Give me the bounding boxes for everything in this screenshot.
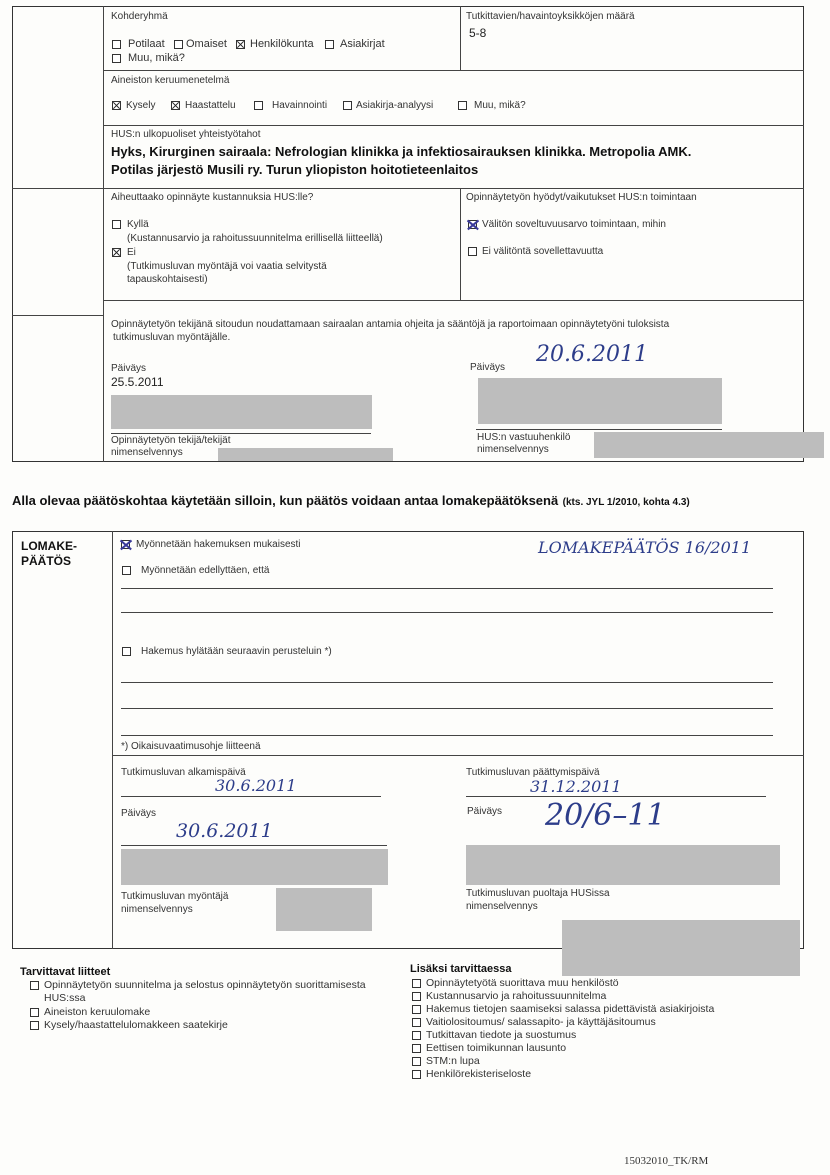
liite-label-3: Kysely/haastattelulomakkeen saatekirje (44, 1019, 228, 1031)
muu-aineisto-checkbox[interactable] (458, 101, 467, 110)
lisa-checkbox-6[interactable] (412, 1044, 421, 1053)
ei-valitonta-label: Ei välitöntä sovellettavuutta (482, 246, 604, 257)
signature-line-left (111, 433, 371, 434)
paivays-left-value: 25.5.2011 (111, 375, 164, 389)
decision-title-1: LOMAKE- (21, 539, 77, 553)
puoltaja-name-redacted (562, 920, 800, 976)
ei-note-1: (Tutkimusluvan myöntäjä voi vaatia selvitystä (127, 261, 327, 272)
tekija-name-redacted (218, 448, 393, 461)
tekija-nimenselvennys: nimenselvennys (111, 447, 183, 458)
kysely-checkbox[interactable] (112, 101, 121, 110)
havainnointi-checkbox[interactable] (254, 101, 263, 110)
hyodyt-label: Opinnäytetyön hyödyt/vaikutukset HUS:n toimintaan (466, 192, 697, 203)
tutkittavat-value: 5-8 (469, 26, 487, 40)
decision-heading-ref: (kts. JYL 1/2010, kohta 4.3) (562, 497, 690, 508)
omaiset-label: Omaiset (186, 38, 227, 50)
liite-checkbox-2[interactable] (30, 1008, 39, 1017)
decision-paivays-left-label: Päiväys (121, 808, 157, 819)
row-divider-4 (103, 300, 804, 301)
tutkittavat-label: Tutkittavien/havaintoyksikköjen määrä (466, 11, 635, 22)
alkamis-line (121, 796, 381, 797)
valiton-checkbox[interactable] (468, 220, 477, 229)
split-divider-1 (460, 6, 461, 70)
myonnetaan-checkbox[interactable] (121, 540, 130, 549)
ei-checkbox[interactable] (112, 248, 121, 257)
left-column-divider (103, 6, 104, 462)
asiakirja-analyysi-checkbox[interactable] (343, 101, 352, 110)
lisa-label-5: Tutkittavan tiedote ja suostumus (426, 1029, 577, 1041)
lisa-label-7: STM:n lupa (426, 1055, 480, 1067)
decision-title-2: PÄÄTÖS (21, 554, 72, 568)
yhteistyo-line-2: Potilas järjestö Musili ry. Turun yliopiston hoitotieteenlaitos (111, 162, 479, 177)
muu-aineisto-label: Muu, mikä? (474, 100, 526, 111)
signature-redacted-left (111, 395, 372, 429)
omaiset-checkbox[interactable] (174, 40, 183, 49)
lisa-label-3: Hakemus tietojen saamiseksi salassa pidettävistä asiakirjoista (426, 1003, 715, 1015)
lisa-label-2: Kustannusarvio ja rahoitussuunnitelma (426, 990, 607, 1002)
paattymis-label: Tutkimusluvan päättymispäivä (466, 767, 600, 778)
muu-kohderyhma-label: Muu, mikä? (128, 52, 185, 64)
vastuuhenkilo-name-redacted (594, 432, 824, 458)
henkilokunta-label: Henkilökunta (250, 38, 314, 50)
sitoudun-text-1: Opinnäytetyön tekijänä sitoudun noudattamaan sairaalan antamia ohjeita ja sääntöjä ja raportoimaan opinnäytetyöni tuloksista (111, 319, 670, 330)
vastuuhenkilo-label: HUS:n vastuuhenkilö (477, 432, 571, 443)
asiakirjat-checkbox[interactable] (325, 40, 334, 49)
liite-label-1b: HUS:ssa (44, 992, 86, 1004)
puoltaja-nimenselvennys: nimenselvennys (466, 901, 538, 912)
row-divider-3 (12, 188, 804, 189)
signature-redacted-right (478, 378, 722, 424)
ei-label: Ei (127, 247, 136, 258)
hylataan-line-1 (121, 682, 773, 683)
kysely-label: Kysely (126, 100, 156, 111)
henkilokunta-checkbox[interactable] (236, 40, 245, 49)
liite-label-1: Opinnäytetyön suunnitelma ja selostus opinnäytetyön suorittamisesta (44, 979, 366, 991)
decision-row-divider (112, 755, 804, 756)
paivays-right-handwritten: 20.6.2011 (536, 342, 648, 367)
potilaat-checkbox[interactable] (112, 40, 121, 49)
lisa-checkbox-1[interactable] (412, 979, 421, 988)
asiakirja-analyysi-label: Asiakirja-analyysi (356, 100, 434, 111)
row-divider-1 (103, 70, 804, 71)
yhteistyo-label: HUS:n ulkopuoliset yhteistyötahot (111, 129, 261, 140)
puoltaja-signature-redacted (466, 845, 780, 885)
myontaja-signature-redacted (121, 849, 388, 885)
valiton-label: Välitön soveltuvuusarvo toimintaan, mihin (482, 219, 666, 230)
lisa-checkbox-5[interactable] (412, 1031, 421, 1040)
decision-frame (12, 531, 804, 949)
lisa-label-8: Henkilörekisteriseloste (426, 1068, 532, 1080)
muu-kohderyhma-checkbox[interactable] (112, 54, 121, 63)
split-divider-2 (460, 188, 461, 300)
ei-valitonta-checkbox[interactable] (468, 247, 477, 256)
hylataan-line-3 (121, 735, 773, 736)
alkamis-handwritten: 30.6.2011 (215, 776, 297, 795)
decision-heading-main: Alla olevaa päätöskohtaa käytetään silloin, kun päätös voidaan antaa lomakepäätöksenä (12, 493, 559, 508)
liite-checkbox-3[interactable] (30, 1021, 39, 1030)
tekija-label: Opinnäytetyön tekijä/tekijät (111, 435, 231, 446)
edellyttaen-label: Myönnetään edellyttäen, että (141, 565, 270, 576)
paattymis-handwritten: 31.12.2011 (530, 777, 622, 796)
hylataan-label: Hakemus hylätään seuraavin perusteluin *) (141, 646, 332, 657)
footer-code: 15032010_TK/RM (624, 1155, 709, 1167)
kylla-note: (Kustannusarvio ja rahoitussuunnitelma erillisellä liitteellä) (127, 233, 383, 244)
myontaja-label: Tutkimusluvan myöntäjä (121, 891, 229, 902)
lisa-checkbox-2[interactable] (412, 992, 421, 1001)
paivays-left-label: Päiväys (111, 363, 147, 374)
alkamis-label: Tutkimusluvan alkamispäivä (121, 767, 246, 778)
signature-line-right (476, 429, 722, 430)
aineisto-label: Aineiston keruumenetelmä (111, 75, 230, 86)
lisa-checkbox-4[interactable] (412, 1018, 421, 1027)
hylataan-checkbox[interactable] (122, 647, 131, 656)
kylla-checkbox[interactable] (112, 220, 121, 229)
myonnetaan-label: Myönnetään hakemuksen mukaisesti (136, 539, 301, 550)
decision-left-divider (112, 531, 113, 949)
havainnointi-label: Havainnointi (272, 100, 328, 111)
kylla-label: Kyllä (127, 219, 149, 230)
edellyttaen-line-2 (121, 612, 773, 613)
myontaja-name-redacted (276, 888, 372, 931)
row-divider-5 (12, 315, 103, 316)
kohderyhma-label: Kohderyhmä (111, 11, 168, 22)
haastattelu-label: Haastattelu (185, 100, 236, 111)
liite-checkbox-1[interactable] (30, 981, 39, 990)
liite-label-2: Aineiston keruulomake (44, 1006, 151, 1018)
lisa-checkbox-3[interactable] (412, 1005, 421, 1014)
paivays-right-label: Päiväys (470, 362, 506, 373)
potilaat-label: Potilaat (128, 38, 165, 50)
liitteet-title: Tarvittavat liitteet (20, 966, 111, 978)
puoltaja-label: Tutkimusluvan puoltaja HUSissa (466, 888, 610, 899)
decision-paivays-right-label: Päiväys (467, 806, 503, 817)
asiakirjat-label: Asiakirjat (340, 38, 385, 50)
sitoudun-text-2: tutkimusluvan myöntäjälle. (113, 332, 231, 343)
myontaja-nimenselvennys: nimenselvennys (121, 904, 193, 915)
lomakepaatos-handwritten: LOMAKEPÄÄTÖS 16/2011 (538, 538, 752, 557)
ei-note-2: tapauskohtaisesti) (127, 274, 208, 285)
edellyttaen-line-1 (121, 588, 773, 589)
decision-heading (12, 492, 690, 510)
edellyttaen-checkbox[interactable] (122, 566, 131, 575)
lisa-checkbox-7[interactable] (412, 1057, 421, 1066)
lisa-checkbox-8[interactable] (412, 1070, 421, 1079)
vastuuhenkilo-nimenselvennys: nimenselvennys (477, 444, 549, 455)
decision-paivays-left-handwritten: 30.6.2011 (176, 820, 273, 842)
kustannus-label: Aiheuttaako opinnäyte kustannuksia HUS:lle? (111, 192, 314, 203)
yhteistyo-line-1: Hyks, Kirurginen sairaala: Nefrologian klinikka ja infektiosairauksen klinikka. Metropolia AMK. (111, 144, 692, 159)
decision-paivays-right-handwritten: 20/6–11 (545, 798, 666, 833)
lisa-label-4: Vaitiolositoumus/ salassapito- ja käyttäjäsitoumus (426, 1016, 656, 1028)
hylataan-line-2 (121, 708, 773, 709)
lisa-label-6: Eettisen toimikunnan lausunto (426, 1042, 567, 1054)
lisaksi-title: Lisäksi tarvittaessa (410, 963, 512, 975)
lisa-label-1: Opinnäytetyötä suorittava muu henkilöstö (426, 977, 619, 989)
paattymis-line (466, 796, 766, 797)
haastattelu-checkbox[interactable] (171, 101, 180, 110)
oikaisu-note: *) Oikaisuvaatimusohje liitteenä (121, 741, 261, 752)
myontaja-sign-line (121, 845, 387, 846)
row-divider-2 (103, 125, 804, 126)
